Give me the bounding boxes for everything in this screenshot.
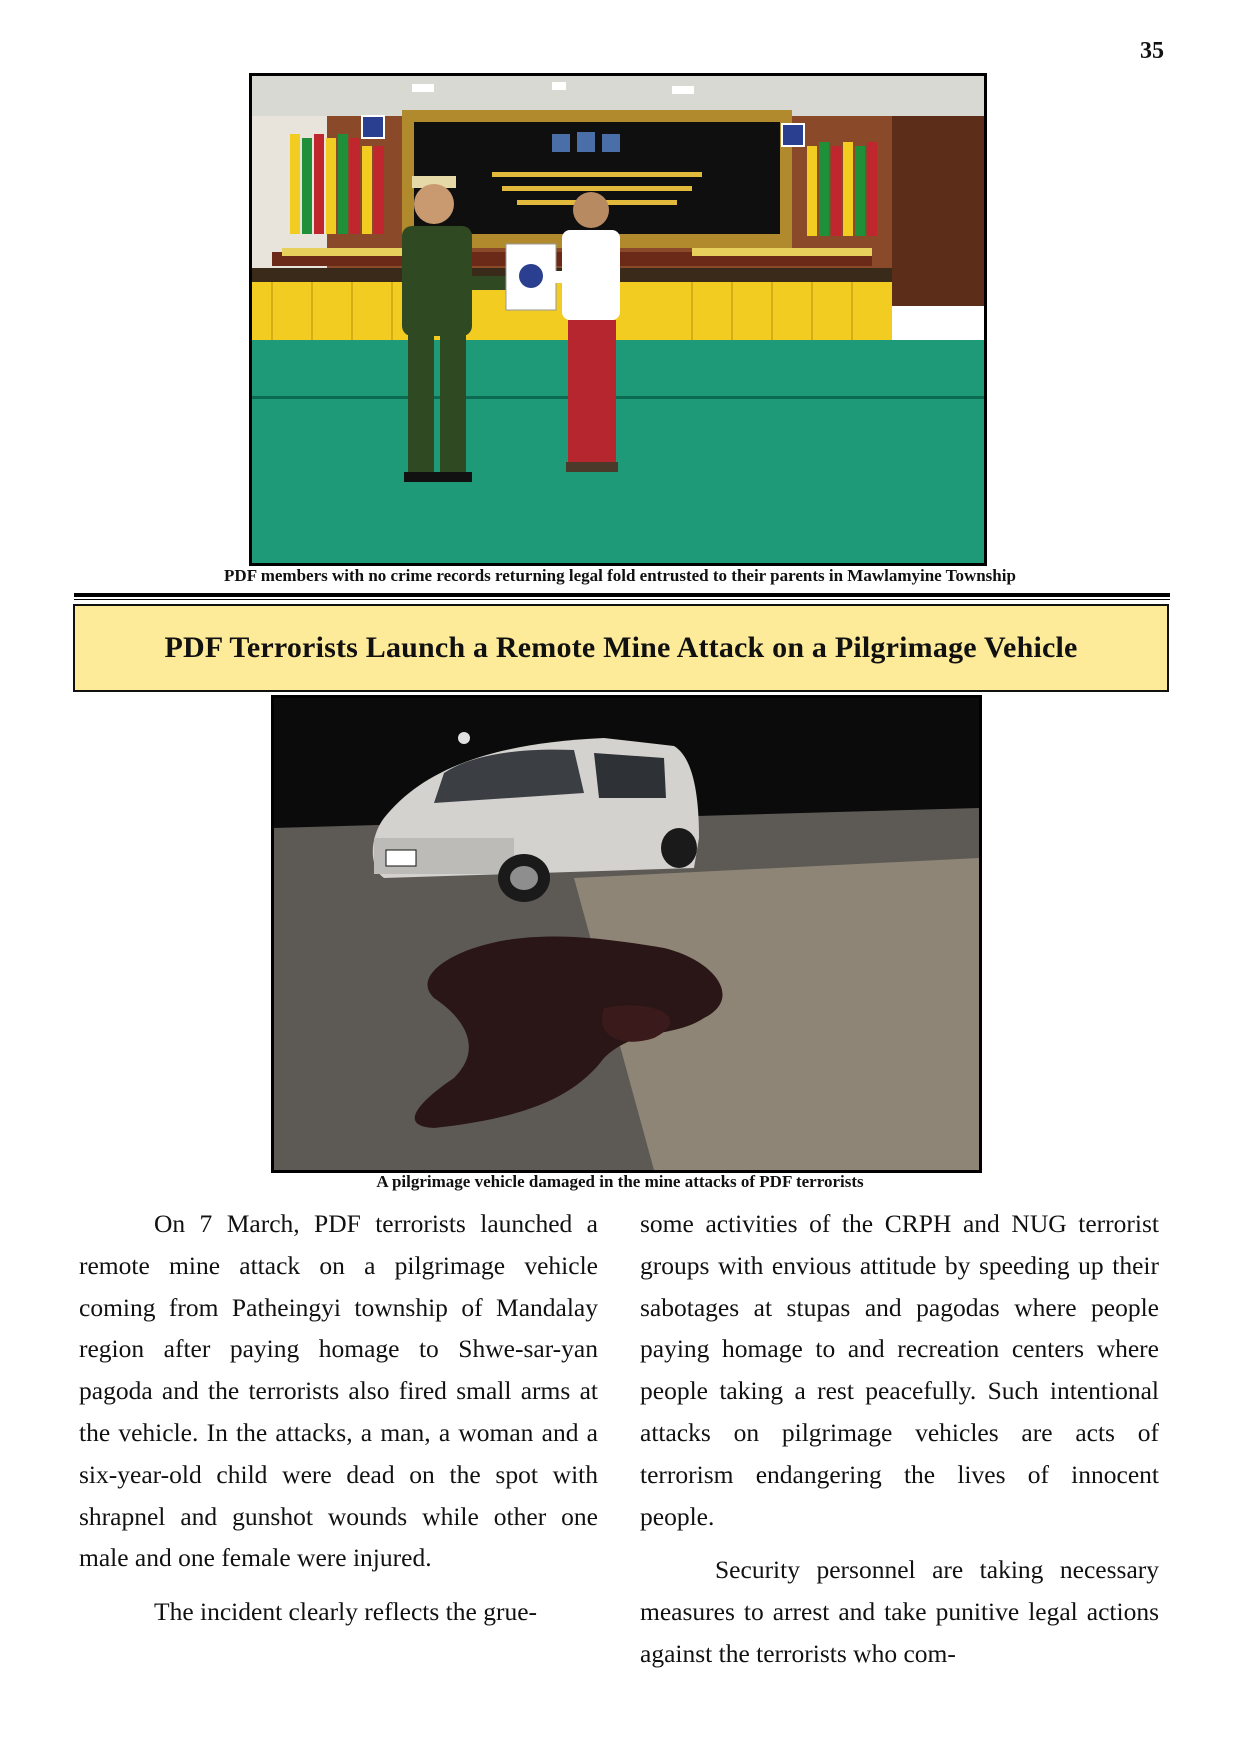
headline-banner (73, 604, 1169, 692)
section-divider (74, 593, 1170, 597)
article-paragraph: Security personnel are taking necessary measures to arrest and take punitive legal actions against the terrorists who com- (640, 1555, 1159, 1668)
ceremony-photo (249, 73, 987, 566)
page-number: 35 (1140, 38, 1164, 64)
ceremony-photo-illustration (252, 76, 984, 563)
ceremony-photo-caption: PDF members with no crime records returning legal fold entrusted to their parents in Mawlamyine Township (224, 566, 1016, 585)
section-divider-thin (74, 599, 1170, 600)
article-paragraph: some activities of the CRPH and NUG terrorist groups with envious attitude by speeding up their sabotages at stupas and pagodas where people paying homage to and recreation centers where people taking a rest peacefully. Such intentional attacks on pilgrimage vehicles are acts of terrorism endangering the lives of innocent people. (640, 1209, 1159, 1531)
headline: PDF Terrorists Launch a Remote Mine Attack on a Pilgrimage Vehicle (164, 631, 1078, 664)
damaged-vehicle-photo-illustration (274, 698, 979, 1170)
damaged-vehicle-photo-caption: A pilgrimage vehicle damaged in the mine attacks of PDF terrorists (376, 1172, 864, 1191)
article-paragraph: On 7 March, PDF terrorists launched a remote mine attack on a pilgrimage vehicle coming from Patheingyi township of Mandalay region after paying homage to Shwe-sar-yan pagoda and the terrorists also fired small arms at the vehicle. In the attacks, a man, a woman and a six-year-old child were dead on the spot with shrapnel and gunshot wounds while other one male and one female were injured. (79, 1209, 598, 1573)
article-column-right (640, 1203, 1159, 1687)
article-column-left (79, 1203, 598, 1645)
damaged-vehicle-photo (271, 695, 982, 1173)
article-paragraph: The incident clearly reflects the grue- (154, 1597, 538, 1627)
